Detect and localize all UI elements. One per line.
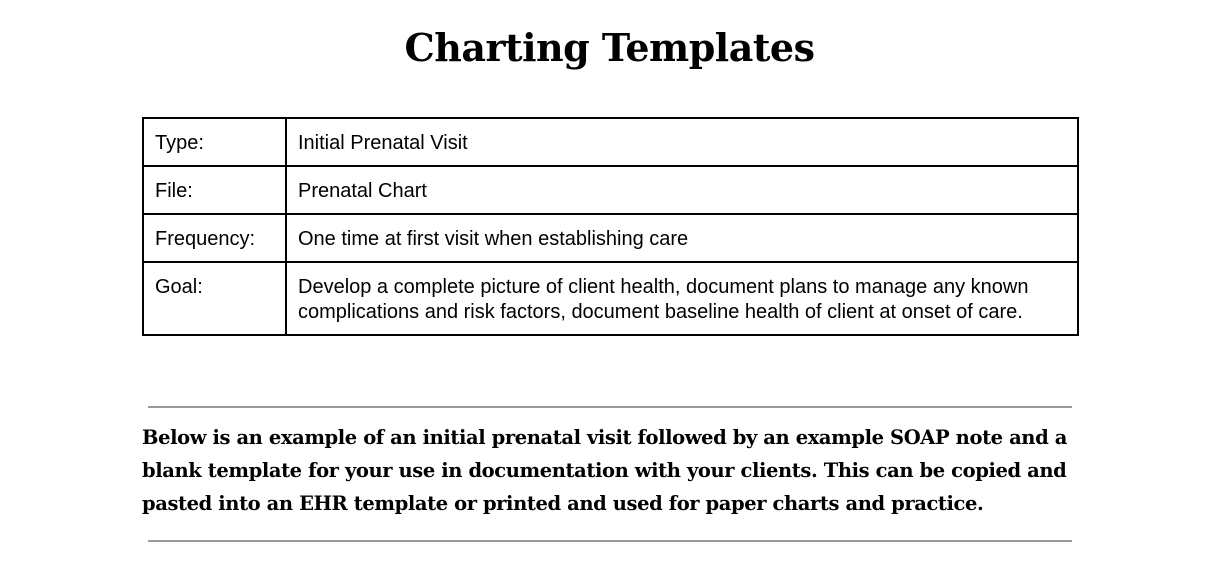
table-row-file (143, 166, 1078, 214)
file-label: File: (143, 166, 286, 214)
table-row-frequency (143, 214, 1078, 262)
table-row-goal (143, 262, 1078, 335)
type-label: Type: (143, 118, 286, 166)
file-value: Prenatal Chart (286, 166, 1078, 214)
goal-value: Develop a complete picture of client health, document plans to manage any known complications and risk factors, document baseline health of client at onset of care. (286, 262, 1078, 335)
template-info-table (142, 117, 1079, 336)
intro-paragraph: Below is an example of an initial prenatal visit followed by an example SOAP note and a blank template for your use in documentation with your clients. This can be copied and pasted into an EHR template or printed and used for paper charts and practice. (142, 426, 1067, 515)
table-row-type (143, 118, 1078, 166)
frequency-value: One time at first visit when establishing care (286, 214, 1078, 262)
top-divider (148, 406, 1072, 408)
frequency-label: Frequency: (143, 214, 286, 262)
bottom-divider (148, 540, 1072, 542)
page-title: Charting Templates (404, 25, 815, 70)
goal-label: Goal: (143, 262, 286, 335)
type-value: Initial Prenatal Visit (286, 118, 1078, 166)
